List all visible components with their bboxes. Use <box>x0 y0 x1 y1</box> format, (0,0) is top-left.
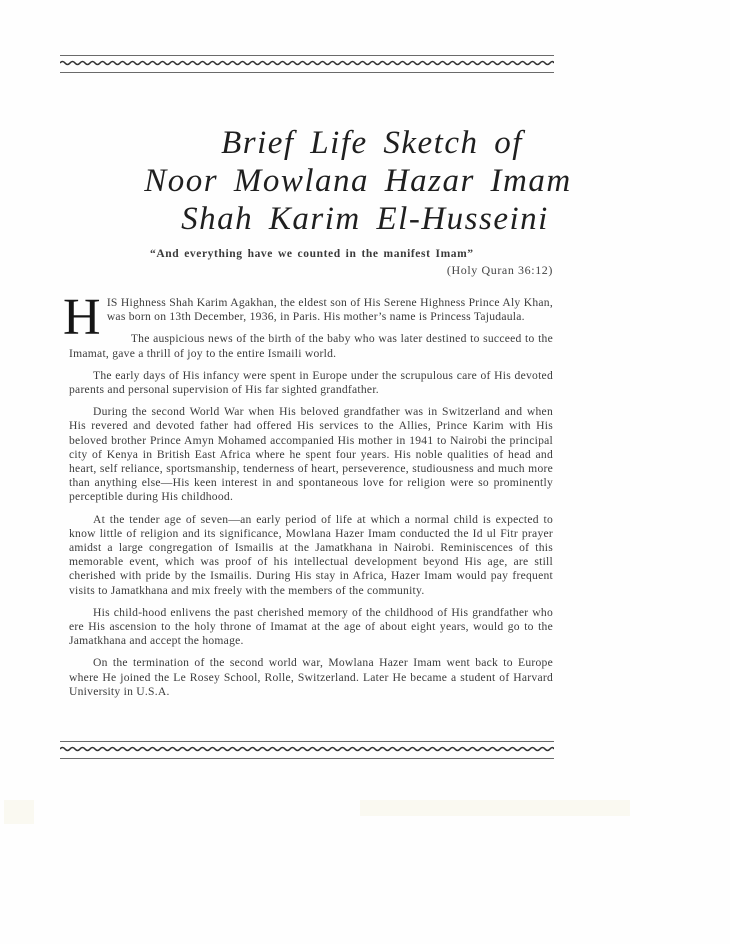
paragraph-1-text: IS Highness Shah Karim Agakhan, the eldest son of His Serene Highness Prince Aly Khan, was born on 13th December, 1936, in Paris. His mother’s name is Princess Tajudaula. <box>106 296 553 324</box>
paragraph-2: The auspicious news of the birth of the baby who was later destined to succeed to the Imamat, gave a thrill of joy to the entire Ismaili world. <box>69 332 553 360</box>
title-line-3: Shah Karim El-Husseini <box>181 201 549 237</box>
bottom-border-rule-lower <box>60 758 554 759</box>
paragraph-7: On the termination of the second world war, Mowlana Hazer Imam went back to Europe where He joined the Le Rosey School, Rolle, Switzerland. Later He became a student of Harvard University in U.S.A. <box>69 656 553 698</box>
top-border-rule-lower <box>60 72 554 73</box>
title-line-1: Brief Life Sketch of <box>221 125 523 161</box>
paragraph-6: His child-hood enlivens the past cherished memory of the childhood of His grandfather who ere His ascension to the holy throne of Imamat at the age of about eight years, would go to the Jamatkhana and accept the homage. <box>69 605 553 648</box>
wavy-line-ornament <box>60 60 554 66</box>
top-wavy-border <box>60 55 554 73</box>
scan-discoloration-left <box>4 800 34 824</box>
paragraph-3: The early days of His infancy were spent in Europe under the scrupulous care of His devoted parents and personal supervision of His far sighted grandfather. <box>69 368 553 397</box>
paragraph-5: At the tender age of seven—an early period of life at which a normal child is expected to know little of religion and its significance, Mowlana Hazer Imam conducted the Id ul Fitr prayer amidst a large congregation of Ismailis at the Jamatkhana in Nairobi. Reminiscences of this memorable event, which was proof of his intellectual development beyond His age, are still cherished with pride by the Ismailis. During His stay in Africa, Hazer Imam would pay frequent visits to Jamatkhana and mix freely with the members of the community. <box>69 512 553 597</box>
paragraph-4: During the second World War when His beloved grandfather was in Switzerland and when His revered and devoted father had offered His services to the Allies, Prince Karim with His beloved brother Prince Amyn Mohamed accompanied His mother in 1941 to Nairobi the principal city of Kenya in British East Africa where he spent four years. His noble qualities of head and heart, self reliance, sportsmanship, tenderness of heart, perseverence, studiousness and much more than anything else—His keen interest in and spontaneous love for religion were so prominently perceptible during His childhood. <box>69 405 553 504</box>
bottom-border-rule-upper <box>60 741 554 742</box>
epigraph-quote: “And everything have we counted in the manifest Imam” <box>150 248 474 260</box>
drop-cap: H <box>63 289 101 346</box>
scan-discoloration-right <box>360 800 630 816</box>
epigraph-citation: (Holy Quran 36:12) <box>446 263 553 277</box>
article-body <box>63 289 553 707</box>
top-border-rule-upper <box>60 55 554 56</box>
page-title <box>0 124 730 238</box>
bottom-wavy-border <box>60 741 554 759</box>
title-line-2: Noor Mowlana Hazar Imam <box>144 163 572 199</box>
wavy-line-ornament <box>60 746 554 752</box>
